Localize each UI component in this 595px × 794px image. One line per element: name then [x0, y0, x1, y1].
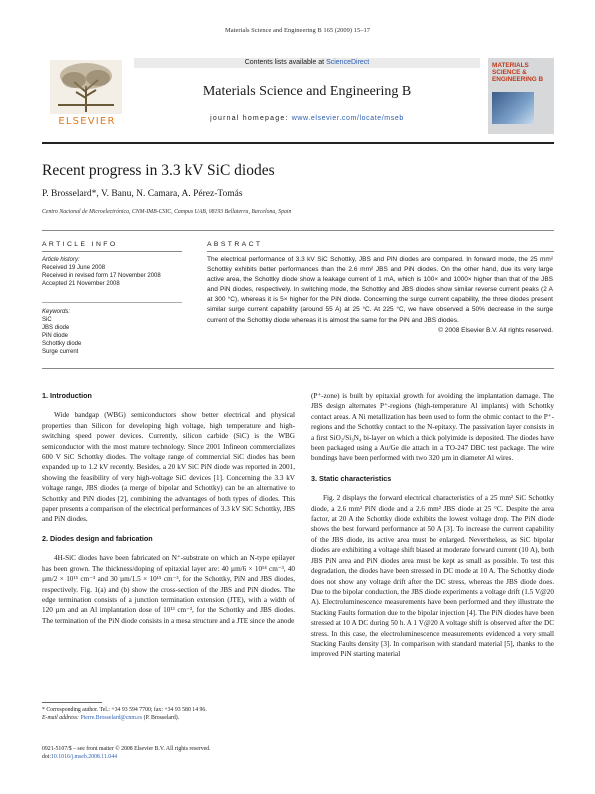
footnote-rule [42, 702, 102, 703]
elsevier-tree-icon [50, 60, 122, 114]
body-rule [42, 368, 554, 369]
keyword-item: Schottky diode [42, 341, 82, 347]
cover-title: MATERIALS SCIENCE & ENGINEERING B [492, 62, 544, 83]
header-rule [42, 142, 554, 144]
email-link[interactable]: Pierre.Brosselard@cnm.es [80, 715, 143, 721]
keyword-item: Surge current [42, 349, 79, 355]
homepage-label: journal homepage: [210, 115, 292, 122]
design-paragraph: 4H-SiC diodes have been fabricated on N⁺-substrate on which an N-type epilayer has been grown. The thickness/doping of epitaxial layer are: 40 µm/6 × 10¹⁴ cm⁻³, 40 µm/2 × 10¹⁵ cm⁻³ and 30 µm/1.5 × 10¹⁵ cm⁻³, for the Schottky, PiN and JBS diodes, respectively. Fig. 1(a) and (b) show the cross-section of the JBS and PiN diodes. The edge termination consists of a junction termination extension (JTE), with a width of 120 µm and an Al implantation dose of 10¹³ cm⁻³, for the Schottky and JBS diodes. The termination of the PiN diode consists in a mesa structure and a JTE since the anode [42, 554, 295, 625]
left-column [42, 391, 295, 626]
section-heading-introduction: 1. Introduction [42, 391, 92, 400]
article-info-heading: ARTICLE INFO [42, 241, 118, 248]
corresponding-author: * Corresponding author. Tel.: +34 93 594 7700; fax: +34 93 580 14 96. [42, 707, 207, 713]
keywords-rule [42, 302, 182, 303]
email-suffix: (P. Brosselard). [142, 715, 180, 721]
keyword-item: SiC [42, 317, 52, 323]
publisher-name: ELSEVIER [58, 116, 116, 127]
static-paragraph: Fig. 2 displays the forward electrical characteristics of a 25 mm² SiC Schottky diode, a 2.6 mm² PiN diode and a 2.6 mm² JBS diode at 25 °C. Despite the area factor, at 20 A the Schottky diode exhibits the lowest voltage drop. The PiN diode shows the best forward performance at 50 A [3]. To increase the current capability of the JBS diode, its active area must be enlarged. Nevertheless, as SiC bipolar diodes are exhibiting a voltage shift biased at moderate forward current (10 A), both JBS PiN area and PiN diodes area must be kept as small as possible. To test this degradation, the diodes have been stressed in DC mode at 10 A. The Schottky diode does not show any voltage drift after the DC stress, whereas the JBS diode does. Due to the bipolar conduction, the JBS diode experiments a voltage drift (1.5 V@20 A). Electroluminescence measurements have been performed and they illustrate the Stacking Faults formation due to the bipolar injection [4]. The PiN diodes have been stressed at 10 A DC during 50 h. A 1 V@20 A voltage shift is observed after the DC stress. In this case, the electroluminescence measurements evidenced a very small Stacking Faults density [3]. In comparison with standard material [5], thanks to the improved PiN starting material [311, 494, 554, 659]
history-accepted: Accepted 21 November 2008 [42, 281, 120, 287]
journal-banner [134, 58, 480, 134]
abstract-heading: ABSTRACT [207, 241, 263, 248]
keyword-item: JBS diode [42, 325, 70, 331]
history-received: Received 19 June 2008 [42, 265, 106, 271]
abstract-text: The electrical performance of 3.3 kV SiC Schottky, JBS and PiN diodes are compared. In forward mode, the 25 mm² Schottky exhibits better performances than the 2.6 mm² JBS and PiN diodes. On the other hand, due its very large active area, the Schottky diode show a leakage current of 1 mA, which is 100× and 1000× higher than that of the JBS and PiN diodes, respectively. In switching mode, the Schottky and JBS diodes show similar reverse current peaks (2 A at 300 °C), whereas it is 5× higher for the PiN diode. Concerning the surge current capability, the three diodes present similar surge current capability (around 55 A) at 25 °C. At 225 °C, we have observed a 50% decrease in the surge current of the Schottky diode whereas it is almost the same for the PiN and JBS diodes. [207, 256, 553, 324]
author-list: P. Brosselard*, V. Banu, N. Camara, A. Pérez-Tomás [42, 189, 243, 199]
page-footer [42, 745, 295, 761]
right-column [311, 391, 554, 660]
cover-image [492, 92, 534, 124]
intro-paragraph: Wide bandgap (WBG) semiconductors show better electrical and physical properties than Silicon for developing high voltage, high temperature and high-switching speed power devices. Currently, silicon carbide (SiC) is the WBG semiconductor with the most mature technology. Since 2001 Infineon commercializes 600 V SiC Schottky diodes. The voltage range of commercial SiC diodes has been expanded up to 1.2 kV recently. Besides, a 20 kV SiC PiN diode was reported in 2001, showing the feasibility of very high-voltage SiC devices [1]. Concerning the 3.3 kV voltage range, JBS diodes (a merge of bipolar and Schottky) can be an alternative to Schottky and PiN diodes [2], combining the advantages of both types of diodes. This paper presents a comparison of the electrical performances of 3.3 kV SiC Schottky, JBS and PiN diodes. [42, 411, 295, 524]
article-title: Recent progress in 3.3 kV SiC diodes [42, 162, 275, 179]
doi-link[interactable]: 10.1016/j.mseb.2008.11.044 [51, 754, 117, 760]
journal-masthead [42, 58, 556, 136]
corresponding-author-footnote [42, 706, 295, 722]
homepage-link[interactable]: www.elsevier.com/locate/mseb [291, 115, 404, 122]
journal-title: Materials Science and Engineering B [202, 84, 412, 99]
journal-cover-thumbnail[interactable] [488, 58, 554, 134]
history-revised: Received in revised form 17 November 2008 [42, 273, 161, 279]
section-rule [42, 230, 554, 231]
copyright-notice: © 2008 Elsevier B.V. All rights reserved. [438, 326, 553, 334]
design-paragraph-continued: (P⁺-zone) is built by epitaxial growth for avoiding the implantation damage. The JBS design alternates P⁺-regions (high-temperature Al implants) with Schottky contact areas. A Ni metallization has been used to form the ohmic contact to the P⁺-regions and the Schottky contact to the N-epitaxy. The passivation layer consists in a first SiO₂/Si₃N₄ bi-layer on which a thick polyimide is deposited. The diodes have been packaged using a Au/Ge die attach in a TO-247 DBC test package. The wire bondings have been performed with two 320 µm in diameter Al wires. [311, 392, 554, 463]
email-label: E-mail address: [42, 715, 81, 721]
elsevier-logo[interactable] [42, 58, 132, 132]
info-rule [42, 251, 182, 252]
section-heading-static: 3. Static characteristics [311, 473, 392, 483]
journal-homepage [134, 115, 480, 122]
running-head: Materials Science and Engineering B 165 (2009) 15–17 [225, 27, 370, 34]
article-history [42, 256, 182, 288]
abstract-rule [207, 251, 554, 252]
keyword-item: PiN diode [42, 333, 69, 339]
affiliation: Centro Nacional de Microelectrónica, CNM-IMB-CSIC, Campus UAB, 08193 Bellaterra, Barcelona, Spain [42, 209, 292, 215]
contents-text: Contents lists available at [244, 59, 327, 66]
section-heading-design: 2. Diodes design and fabrication [42, 533, 153, 543]
issn-line: 0921-5107/$ – see front matter © 2008 Elsevier B.V. All rights reserved. [42, 746, 211, 752]
history-label: Article history: [42, 257, 80, 263]
sciencedirect-link[interactable]: ScienceDirect [326, 59, 370, 66]
keywords-block [42, 308, 182, 356]
keywords-label: Keywords: [42, 309, 71, 315]
doi-label: doi: [42, 754, 52, 760]
contents-bar [134, 58, 480, 68]
abstract-body [207, 255, 553, 336]
